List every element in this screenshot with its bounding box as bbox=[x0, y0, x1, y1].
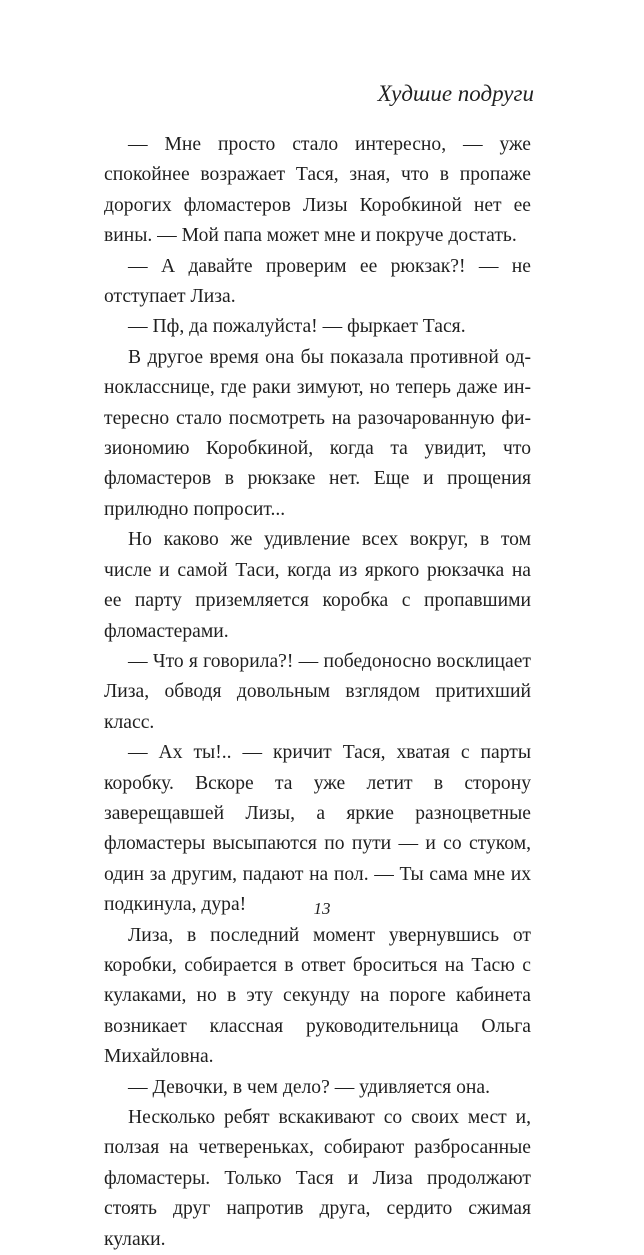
paragraph: Лиза, в последний момент увернувшись от коробки, собирается в ответ броситься на Тасю с кулаками, но в эту секунду на пороге кабинета возникает классная руководительница Ольга Михайловна. bbox=[104, 924, 531, 1068]
paragraph: — Мне просто стало интересно, — уже спокойнее возражает Тася, зная, что в пропаже дорогих фломастеров Лизы Коробкиной нет ее вины. — Мой папа может мне и покруче достать. bbox=[104, 134, 531, 247]
paragraph: В другое время она бы показала противной однокласснице, где раки зимуют, но теперь даже интересно стало посмотреть на разочарованную физиономию Коробкиной, когда та увидит, что фломастеров в рюкзаке нет. Еще и прощения прилюдно попросит... bbox=[104, 346, 531, 520]
paragraph: Но каково же удивление всех вокруг, в том числе и самой Таси, когда из яркого рюкзачка на ее парту приземляется коробка с пропавшими фломастерами. bbox=[104, 529, 531, 642]
paragraph: — Пф, да пожалуйста! — фыркает Тася. bbox=[128, 316, 466, 338]
paragraph: — Девочки, в чем дело? — удивляется она. bbox=[128, 1076, 490, 1098]
paragraph: — А давайте проверим ее рюкзак?! — не отступает Лиза. bbox=[104, 255, 531, 308]
paragraph: — Ах ты!.. — кричит Тася, хватая с парты коробку. Вскоре та уже летит в сторону заверещавшей Лизы, а яркие разноцветные фломастеры высыпаются по пути — и со стуком, один за другим, падают на пол. — Ты сама мне их подкинула, дура! bbox=[104, 742, 531, 916]
running-header-title: Худшие подруги bbox=[377, 81, 534, 106]
page-number: 13 bbox=[313, 899, 331, 918]
paragraph: — Что я говорила?! — победоносно восклицает Лиза, обводя довольным взглядом притихший класс. bbox=[104, 650, 531, 733]
body-text bbox=[104, 130, 531, 1255]
paragraph: Несколько ребят вскакивают со своих мест и, ползая на четвереньках, собирают разбросанные фломастеры. Только Тася и Лиза продолжают стоять друг напротив друга, сердито сжимая кулаки. bbox=[104, 1107, 531, 1250]
